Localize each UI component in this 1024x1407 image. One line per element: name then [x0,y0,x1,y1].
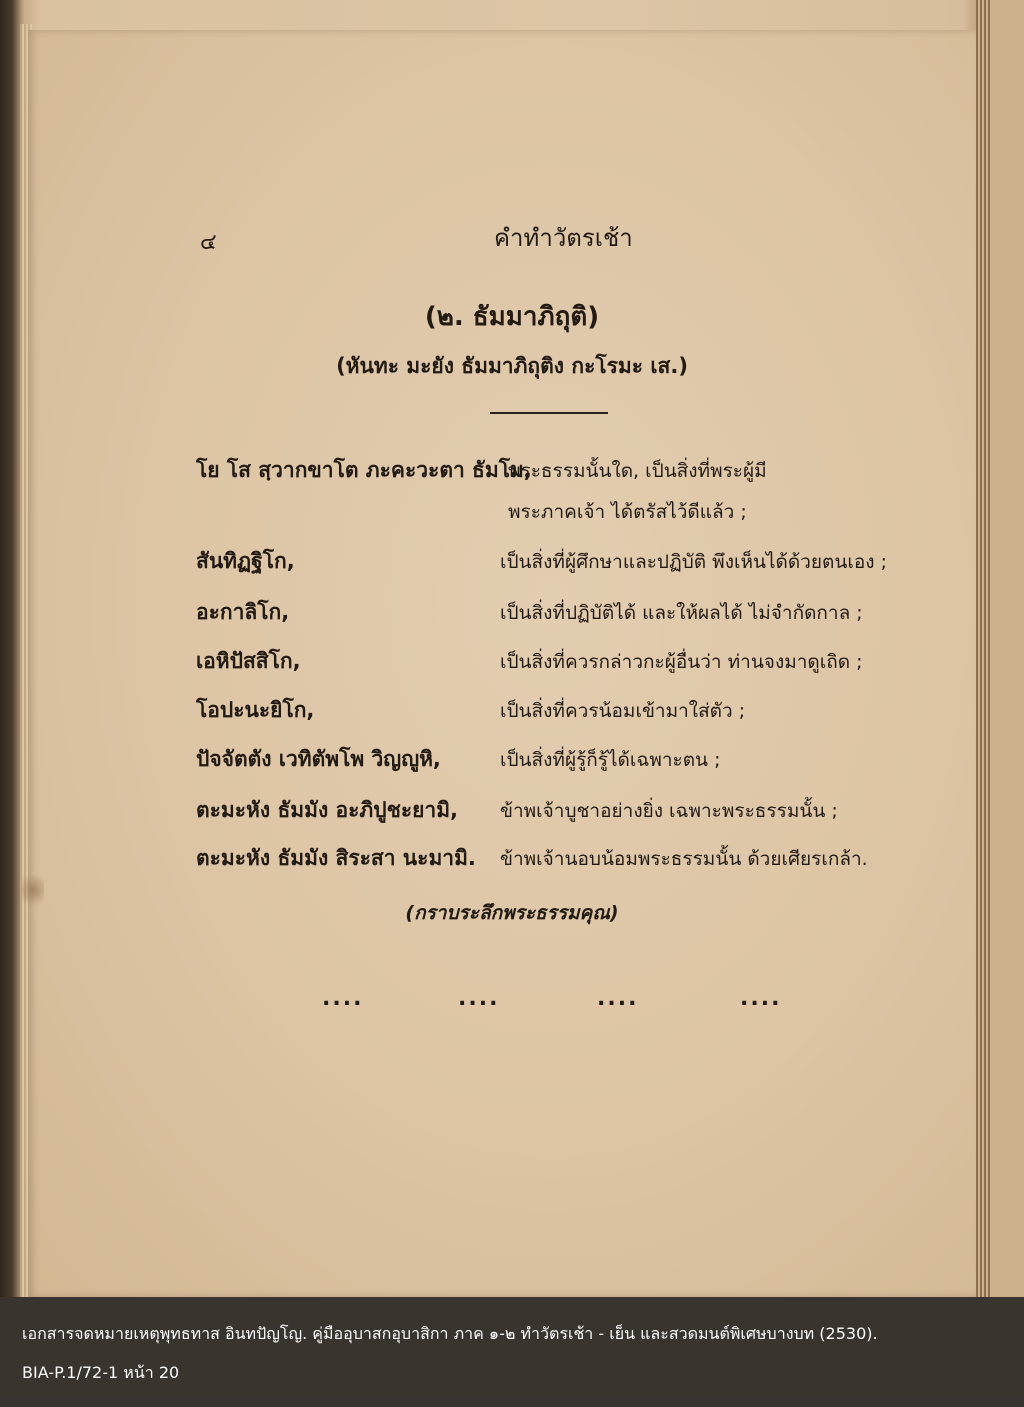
verse-thai: เป็นสิ่งที่ปฏิบัติได้ และให้ผลได้ ไม่จำกัดกาล ; [500,602,863,624]
separator-dots: .... [322,986,364,1011]
verse-pali: ตะมะหัง ธัมมัง สิระสา นะมามิ. [196,846,476,870]
verse-thai: ข้าพเจ้านอบน้อมพระธรรมนั้น ด้วยเศียรเกล้า. [500,848,868,870]
verse-thai: พระธรรมนั้นใด, เป็นสิ่งที่พระผู้มี [508,460,767,482]
caption-bar [0,1297,1024,1407]
verse-pali: โย โส สฺวากขาโต ภะคะวะตา ธัมโม, [196,458,532,482]
verse-thai: เป็นสิ่งที่ควรน้อมเข้ามาใส่ตัว ; [500,700,746,722]
verse-pali: เอหิปัสสิโก, [196,649,301,673]
verse-thai: เป็นสิ่งที่ผู้ศึกษาและปฏิบัติ พึงเห็นได้ด้วยตนเอง ; [500,551,887,573]
section-title: (๒. ธัมมาภิถุติ) [424,302,600,332]
divider-rule [490,412,608,414]
separator-dots: .... [458,986,500,1011]
verse-thai: เป็นสิ่งที่ผู้รู้ก็รู้ได้เฉพาะตน ; [500,749,721,771]
section-subtitle: (หันทะ มะยัง ธัมมาภิถุติง กะโรมะ เส.) [336,354,688,378]
closing-instruction: (กราบระลึกพระธรรมคุณ) [405,902,619,924]
right-page-strip [990,0,1024,1297]
running-title: คำทำวัตรเช้า [494,224,633,252]
separator-dots: .... [740,986,782,1011]
caption-reference: BIA-P.1/72-1 หน้า 20 [22,1363,180,1382]
verse-thai: ข้าพเจ้าบูชาอย่างยิ่ง เฉพาะพระธรรมนั้น ; [500,800,838,822]
verse-thai-continuation: พระภาคเจ้า ได้ตรัสไว้ดีแล้ว ; [508,501,747,523]
page-number: ๔ [200,230,217,255]
verse-pali: ตะมะหัง ธัมมัง อะภิปูชะยามิ, [196,798,459,822]
verse-pali: สันทิฏฐิโก, [196,549,295,573]
separator-dots: .... [597,986,639,1011]
verse-pali: ปัจจัตตัง เวทิตัพโพ วิญญูหิ, [196,747,441,771]
verse-pali: โอปะนะยิโก, [196,698,315,722]
right-page-edges [976,0,990,1297]
verse-thai: เป็นสิ่งที่ควรกล่าวกะผู้อื่นว่า ท่านจงมาดูเถิด ; [500,651,863,673]
verse-pali: อะกาลิโก, [196,600,290,624]
caption-citation: เอกสารจดหมายเหตุพุทธทาส อินทปัญโญ. คู่มืออุบาสกอุบาสิกา ภาค ๑-๒ ทำวัตรเช้า - เย็น และสวดมนต์พิเศษบางบท (2530). [22,1324,878,1343]
